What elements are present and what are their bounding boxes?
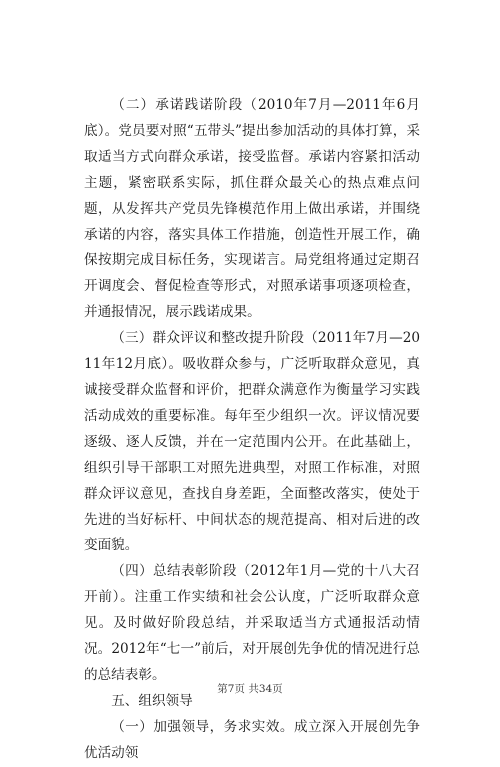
page-footer: 第7页 共34页 [217, 683, 283, 695]
section-heading-organization: 五、组织领导 [111, 692, 193, 709]
paragraph-commitment-stage: （二）承诺践诺阶段（2010年7月—2011年6月底）。党员要对照“五带头”提出参加活动的具体打算，采取适当方式向群众承诺，接受监督。承诺内容紧扣活动主题，紧密联系实际，抓住群众最关心的热点难点问题，从发挥共产党员先锋模范作用上做出承诺，并围绕承诺的内容，落实具体工作措施，创造性开展工作，确保按期完成目标任务，实现诺言。局党组将通过定期召开调度会、督促检查等形式，对照承诺事项逐项检查，并通报情况，展示践诺成果。 [84, 97, 420, 321]
page-body [84, 93, 420, 767]
paragraph-evaluation-stage: （三）群众评议和整改提升阶段（2011年7月—2011年12月底）。吸收群众参与，广泛听取群众意见，真诚接受群众监督和评价，把群众满意作为衡量学习实践活动成效的重要标准。每年至少组织一次。评议情况要逐级、逐人反馈，并在一定范围内公开。在此基础上，组织引导干部职工对照先进典型，对照工作标准，对照群众评议意见，查找自身差距，全面整改落实，使处于先进的当好标杆、中间状态的规范提高、相对后进的改变面貌。 [84, 330, 420, 554]
paragraph-leadership: （一）加强领导，务求实效。成立深入开展创先争优活动领 [84, 718, 420, 761]
paragraph-summary-stage: （四）总结表彰阶段（2012年1月—党的十八大召开前）。注重工作实绩和社会公认度，广泛听取群众意见。及时做好阶段总结，并采取适当方式通报活动情况。2012年“七一”前后，对开展创先争优的情况进行总的总结表彰。 [84, 563, 420, 683]
